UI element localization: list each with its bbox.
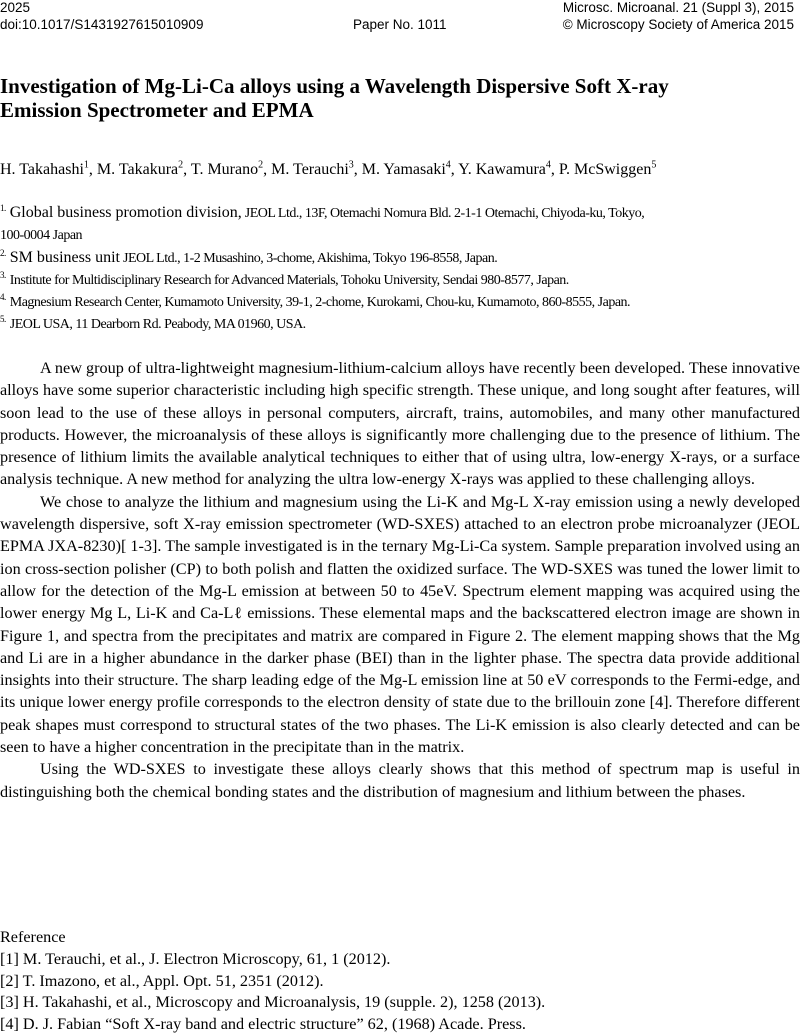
paper-title	[0, 74, 780, 122]
affiliation-1-continued: 100-0004 Japan	[0, 228, 83, 243]
page-number: 2025	[0, 0, 31, 15]
author-name: Y. Kawamura	[458, 161, 546, 178]
reference-list	[0, 927, 800, 1036]
affiliation-4: $^{4.}$ Magnesium Research Center, Kumamoto University, 39-1, 2-chome, Kurokami, Chou-ku, Kumamoto, 860-8555, Japan.	[0, 292, 631, 310]
author-affiliation-mark: 3	[348, 159, 354, 171]
affiliation-number: 2.	[0, 248, 6, 259]
abstract-body	[0, 357, 800, 803]
author-name: M. Takakura	[96, 161, 179, 178]
affiliation-number: 3.	[0, 270, 6, 281]
author-affiliation-mark: 1	[83, 159, 89, 171]
author-affiliation-mark: 2	[178, 159, 184, 171]
author-name: H. Takahashi	[0, 161, 84, 178]
affiliation-number: 1.	[0, 203, 6, 214]
reference-heading: Reference	[0, 928, 66, 946]
affiliation-3: $^{3.}$ Institute for Multidisciplinary Research for Advanced Materials, Tohoku University, Sendai 980-8577, Japan.	[0, 270, 569, 288]
author-name: M. Terauchi	[271, 161, 349, 178]
affiliation-2: $^{2.}$ SM business unit JEOL Ltd., 1-2 Musashino, 3-chome, Akishima, Tokyo 196-8558, Japan.	[0, 248, 498, 266]
affiliation-1: $^{1.}$ Global business promotion division, JEOL Ltd., 13F, Otemachi Nomura Bld. 2-1-1 Otemachi, Chiyoda-ku, Tokyo,	[0, 203, 645, 221]
reference-item: [4] D. J. Fabian “Soft X-ray band and electric structure” 62, (1968) Acade. Press.	[0, 1015, 526, 1034]
author-affiliation-mark: 4	[545, 159, 551, 171]
affiliation-number: 5.	[0, 314, 6, 325]
author-name: P. McSwiggen	[558, 161, 652, 178]
paragraph-1: A new group of ultra-lightweight magnesium-lithium-calcium alloys have recently been developed. These innovative alloys have some superior characteristic including high specific strength. These unique, and long sought after features, will soon lead to the use of these alloys in personal computers, aircraft, trains, automobiles, and many other manufactured products. However, the microanalysis of these alloys is significantly more challenging due to the presence of lithium. The presence of lithium limits the available analytical techniques to either that of using ultra, low-energy X-rays, or a surface analysis technique. A new method for analyzing the ultra low-energy X-rays was applied to these challenging alloys.	[0, 359, 800, 489]
title-line-2: Emission Spectrometer and EPMA	[0, 98, 314, 122]
paragraph-2: We chose to analyze the lithium and magnesium using the Li-K and Mg-L X-ray emission using a newly developed wavelength dispersive, soft X-ray emission spectrometer (WD-SXES) attached to an electron probe microanalyzer (JEOL EPMA JXA-8230)[ 1-3]. The sample investigated is in the ternary Mg-Li-Ca system. Sample preparation involved using an ion cross-section polisher (CP) to both polish and flatten the oxidized surface. The WD-SXES was tuned the lower limit to allow for the detection of the Mg-L emission at between 50 to 45eV. Spectrum element mapping was acquired using the lower energy Mg L, Li-K and Ca-Lℓ emissions. These elemental maps and the backscattered electron image are shown in Figure 1, and spectra from the precipitates and matrix are compared in Figure 2. The element mapping shows that the Mg and Li are in a higher abundance in the darker phase (BEI) than in the lighter phase. The spectra data provide additional insights into their structure. The sharp leading edge of the Mg-L emission line at 50 eV corresponds to the Fermi-edge, and its unique lower energy profile corresponds to the electron density of state due to the brillouin zone [4]. Therefore different peak shapes must correspond to structural states of the two phases. The Li-K emission is also clearly detected and can be seen to have a higher concentration in the precipitate than in the matrix.	[0, 492, 800, 757]
affiliation-number: 4.	[0, 292, 6, 303]
author-affiliation-mark: 5	[651, 159, 657, 171]
affiliation-5: $^{5.}$ JEOL USA, 11 Dearborn Rd. Peabody, MA 01960, USA.	[0, 314, 306, 332]
paper-number: Paper No. 1011	[353, 17, 447, 32]
copyright: © Microscopy Society of America 2015	[562, 17, 794, 32]
reference-item: [3] H. Takahashi, et al., Microscopy and Microanalysis, 19 (supple. 2), 1258 (2013).	[0, 993, 546, 1012]
reference-item: [1] M. Terauchi, et al., J. Electron Microscopy, 61, 1 (2012).	[0, 949, 391, 968]
title-line-1: Investigation of Mg-Li-Ca alloys using a Wavelength Dispersive Soft X-ray	[0, 74, 669, 98]
journal-citation: Microsc. Microanal. 21 (Suppl 3), 2015	[562, 0, 794, 15]
doi: doi:10.1017/S1431927615010909	[0, 17, 204, 32]
author-affiliation-mark: 4	[445, 159, 451, 171]
author-name: T. Murano	[190, 161, 259, 178]
reference-item: [2] T. Imazono, et al., Appl. Opt. 51, 2351 (2012).	[0, 971, 324, 990]
author-list: H. Takahashi$^1$, M. Takakura$^2$, T. Murano$^2$, M. Terauchi$^3$, M. Yamasaki$^4$, Y. Kawamura$^4$, P. McSwiggen$^5$	[0, 159, 657, 178]
author-name: M. Yamasaki	[361, 161, 446, 178]
affiliations	[0, 203, 800, 337]
paragraph-3: Using the WD-SXES to investigate these alloys clearly shows that this method of spectrum map is useful in distinguishing both the chemical bonding states and the distribution of magnesium and lithium between the phases.	[0, 760, 800, 801]
author-affiliation-mark: 2	[258, 159, 264, 171]
